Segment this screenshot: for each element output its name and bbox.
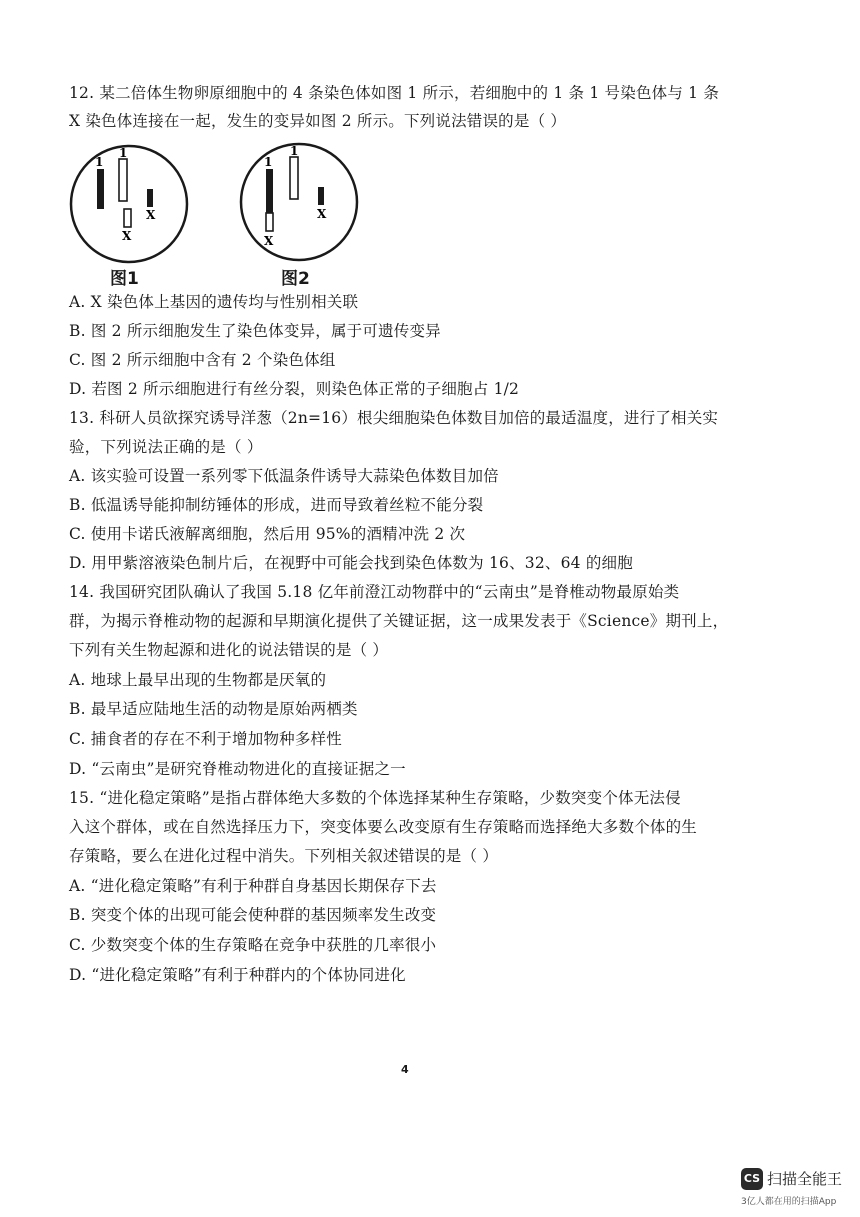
camscanner-tagline: 3亿人都在用的扫描App: [741, 1197, 837, 1207]
q14-option-c: C. 捕食者的存在不利于增加物种多样性: [69, 730, 342, 748]
q14-option-a: A. 地球上最早出现的生物都是厌氧的: [69, 671, 327, 689]
fig2-label-xa: X: [264, 234, 274, 248]
fig2-chromosome-1-dark: [266, 169, 273, 213]
fig2-label-1a: 1: [264, 155, 273, 169]
fig2-label-1b: 1: [290, 144, 299, 158]
fig2-chromosome-x-fused: [266, 213, 273, 231]
fig1-chromosome-x-dark: [147, 189, 153, 207]
q12-option-a: A. X 染色体上基因的遗传均与性别相关联: [69, 293, 359, 311]
camscanner-app-name: 扫描全能王: [767, 1170, 843, 1188]
fig1-label-1a: 1: [95, 155, 104, 169]
q12-option-b: B. 图 2 所示细胞发生了染色体变异，属于可遗传变异: [69, 322, 441, 340]
figure-2-cell-diagram: [236, 139, 362, 265]
q15-stem-line1: 15. “进化稳定策略”是指占群体绝大多数的个体选择某种生存策略，少数突变个体无法侵: [69, 789, 681, 807]
fig2-label-xb: X: [317, 207, 327, 221]
q12-option-c: C. 图 2 所示细胞中含有 2 个染色体组: [69, 351, 336, 369]
q13-option-d: D. 用甲紫溶液染色制片后，在视野中可能会找到染色体数为 16、32、64 的细胞: [69, 554, 633, 572]
q15-stem-line2: 入这个群体，或在自然选择压力下，突变体要么改变原有生存策略而选择绝大多数个体的生: [69, 818, 698, 836]
q13-option-a: A. 该实验可设置一系列零下低温条件诱导大蒜染色体数目加倍: [69, 467, 499, 485]
figure-1-label: 图1: [110, 269, 139, 289]
fig1-chromosome-x-white: [124, 209, 131, 227]
fig1-label-xb: X: [146, 208, 156, 222]
fig1-chromosome-1-dark: [97, 169, 104, 209]
q14-option-d: D. “云南虫”是研究脊椎动物进化的直接证据之一: [69, 760, 406, 778]
q13-stem-line2: 验，下列说法正确的是（ ）: [69, 438, 263, 456]
fig1-label-1b: 1: [119, 146, 128, 160]
q15-stem-line3: 存策略，要么在进化过程中消失。下列相关叙述错误的是（ ）: [69, 847, 499, 865]
fig2-chromosome-1-white: [290, 157, 298, 199]
figure-1-cell-diagram: [66, 141, 192, 267]
q15-option-b: B. 突变个体的出现可能会使种群的基因频率发生改变: [69, 906, 437, 924]
q14-stem-line2: 群，为揭示脊椎动物的起源和早期演化提供了关键证据，这一成果发表于《Science》期刊上，: [69, 612, 729, 630]
fig1-chromosome-1-white: [119, 159, 127, 201]
fig2-chromosome-x-dark: [318, 187, 324, 205]
q14-stem-line1: 14. 我国研究团队确认了我国 5.18 亿年前澄江动物群中的“云南虫”是脊椎动物最原始类: [69, 583, 680, 601]
q14-option-b: B. 最早适应陆地生活的动物是原始两栖类: [69, 700, 358, 718]
q15-option-a: A. “进化稳定策略”有利于种群自身基因长期保存下去: [69, 877, 437, 895]
q15-option-d: D. “进化稳定策略”有利于种群内的个体协同进化: [69, 966, 406, 984]
camscanner-logo-icon: CS: [741, 1168, 763, 1190]
figure-2-label: 图2: [281, 269, 310, 289]
q13-stem-line1: 13. 科研人员欲探究诱导洋葱（2n=16）根尖细胞染色体数目加倍的最适温度，进行了相关实: [69, 409, 719, 427]
q15-option-c: C. 少数突变个体的生存策略在竞争中获胜的几率很小: [69, 936, 437, 954]
q12-stem-line2: X 染色体连接在一起，发生的变异如图 2 所示。下列说法错误的是（ ）: [69, 112, 567, 130]
q13-option-c: C. 使用卡诺氏液解离细胞，然后用 95%的酒精冲洗 2 次: [69, 525, 466, 543]
q12-option-d: D. 若图 2 所示细胞进行有丝分裂，则染色体正常的子细胞占 1/2: [69, 380, 520, 398]
fig1-label-xa: X: [122, 229, 132, 243]
q13-option-b: B. 低温诱导能抑制纺锤体的形成，进而导致着丝粒不能分裂: [69, 496, 484, 514]
q12-stem-line1: 12. 某二倍体生物卵原细胞中的 4 条染色体如图 1 所示，若细胞中的 1 条 1 号染色体与 1 条: [69, 84, 720, 102]
q14-stem-line3: 下列有关生物起源和进化的说法错误的是（ ）: [69, 641, 389, 659]
page-number: 4: [401, 1063, 409, 1076]
